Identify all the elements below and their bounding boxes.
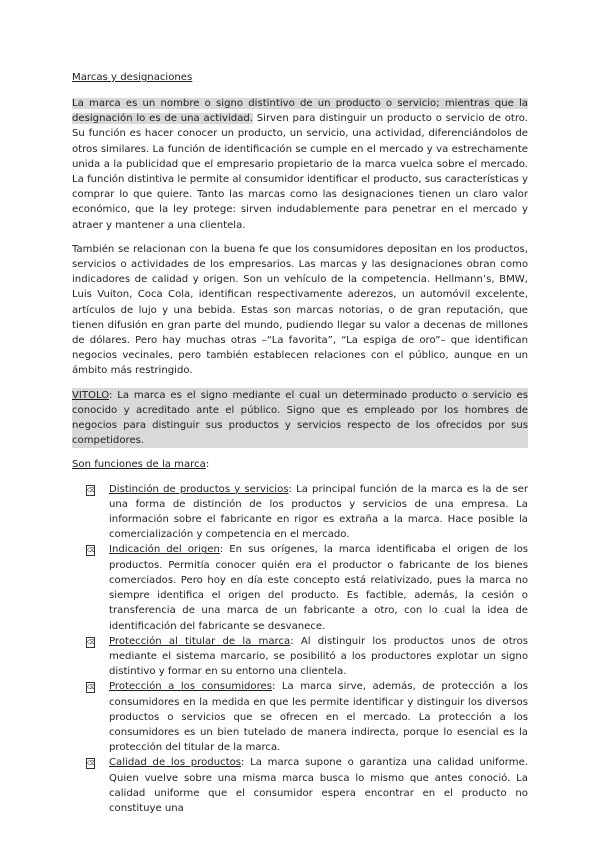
paragraph-definition-rest: Sirven para distinguir un producto o servicio de otro. Su función es hacer conocer un producto, un servicio, una actividad, diferenciándolos de otros similares. La función de identificación se cumple en el mercado y va estrechamente unida a la publicidad que el empresario propietario de la marca vuelca sobre el mercado. La función distintiva le permite al consumidor identificar el producto, sus características y comprar lo que quiere. Tanto las marcas como las designaciones tienen un claro valor económico, que la ley protege: sirven indudablemente para penetrar en el mercado y atraer y mantener a una clientela. [72, 113, 528, 231]
bullet-icon: ⌫ [87, 684, 96, 692]
function-term: Protección al titular de la marca [109, 635, 291, 647]
function-term: Distinción de productos y servicios [109, 483, 289, 495]
bullet-icon: ⌫ [87, 760, 96, 768]
list-item [86, 679, 528, 755]
list-item [86, 634, 528, 680]
bullet-icon: ⌫ [87, 547, 96, 555]
functions-heading-text: Son funciones de la marca [72, 459, 206, 471]
document-content [72, 70, 528, 816]
bullet-icon: ⌫ [87, 638, 96, 646]
paragraph-good-faith: También se relacionan con la buena fe que los consumidores depositan en los productos, servicios o actividades de los empresarios. Las marcas y las designaciones obran como indicadores de calidad y origen. Son un vehículo de la competencia. Hellmann’s, BMW, Luis Vuiton, Coca Cola, identifican respectivamente aderezos, un automóvil excelente, artículos de lujo y una bebida. Estas son marcas notorias, o de gran reputación, que tienen difusión en gran parte del mundo, pudiendo llegar su valor a decenas de millones de dólares. Pero hay muchas otras –“La favorita”, “La espiga de oro”– que identifican negocios vecinales, pero también establecen relaciones con el público, aunque en un ámbito más restringido. [72, 243, 528, 377]
author-label: VITOLO [72, 389, 110, 401]
function-text: : Al distinguir los productos unos de otros mediante el sistema marcario, se posibilitó a los productores explotar un signo distintivo y formar en su entorno una clientela. [109, 635, 529, 678]
highlighted-definition: La marca es un nombre o signo distintivo de un producto o servicio; mientras que la designación lo es de una actividad. [72, 98, 528, 125]
list-item [86, 542, 528, 633]
page-title: Marcas y designaciones [72, 72, 193, 83]
function-term: Calidad de los productos [109, 757, 242, 769]
function-term: Protección a los consumidores [109, 681, 272, 693]
paragraph-definition [72, 96, 528, 233]
list-item [86, 482, 528, 543]
functions-list [72, 482, 528, 816]
function-term: Indicación del origen [109, 544, 220, 556]
paragraph-vitolo [72, 388, 528, 449]
list-item [86, 755, 528, 816]
functions-heading [72, 457, 528, 472]
function-text: : La marca sirve, además, de protección a los consumidores en la medida en que les permite identificar y distinguir los diversos productos o servicios que se ofrecen en el mercado. La protección a los consumidores es un bien tutelado de manera indirecta, porque lo esencial es la protección del titular de la marca. [109, 681, 528, 754]
functions-heading-colon: : [205, 459, 210, 471]
function-text: : La principal función de la marca es la de ser una forma de distinción de los productos y servicios de una empresa. La información sobre el fabricante en rigor es extraña a la marca. Hace posible la comercialización y competencia en el mercado. [109, 483, 528, 541]
bullet-icon: ⌫ [87, 486, 96, 494]
function-text: : En sus orígenes, la marca identificaba el origen de los productos. Permitía conocer quién era el productor o fabricante de los bienes comerciados. Pero hoy en día este concepto está relativizado, pues la marca no siempre identifica el origen del producto. Es factible, además, la cesión o transferencia de una marca de un fabricante a otro, con lo cual la idea de identificación del fabricante se desvanece. [109, 544, 529, 632]
function-text: : La marca supone o garantiza una calidad uniforme. Quien vuelve sobre una misma marca busca lo mismo que antes conoció. La calidad uniforme que el consumidor espera encontrar en el producto no constituye una [109, 757, 528, 814]
vitolo-text: : La marca es el signo mediante el cual un determinado producto o servicio es conocido y acreditado ante el público. Signo que es empleado por los hombres de negocios para distinguir sus productos y servicios respecto de los ofrecidos por sus competidores. [72, 389, 528, 447]
